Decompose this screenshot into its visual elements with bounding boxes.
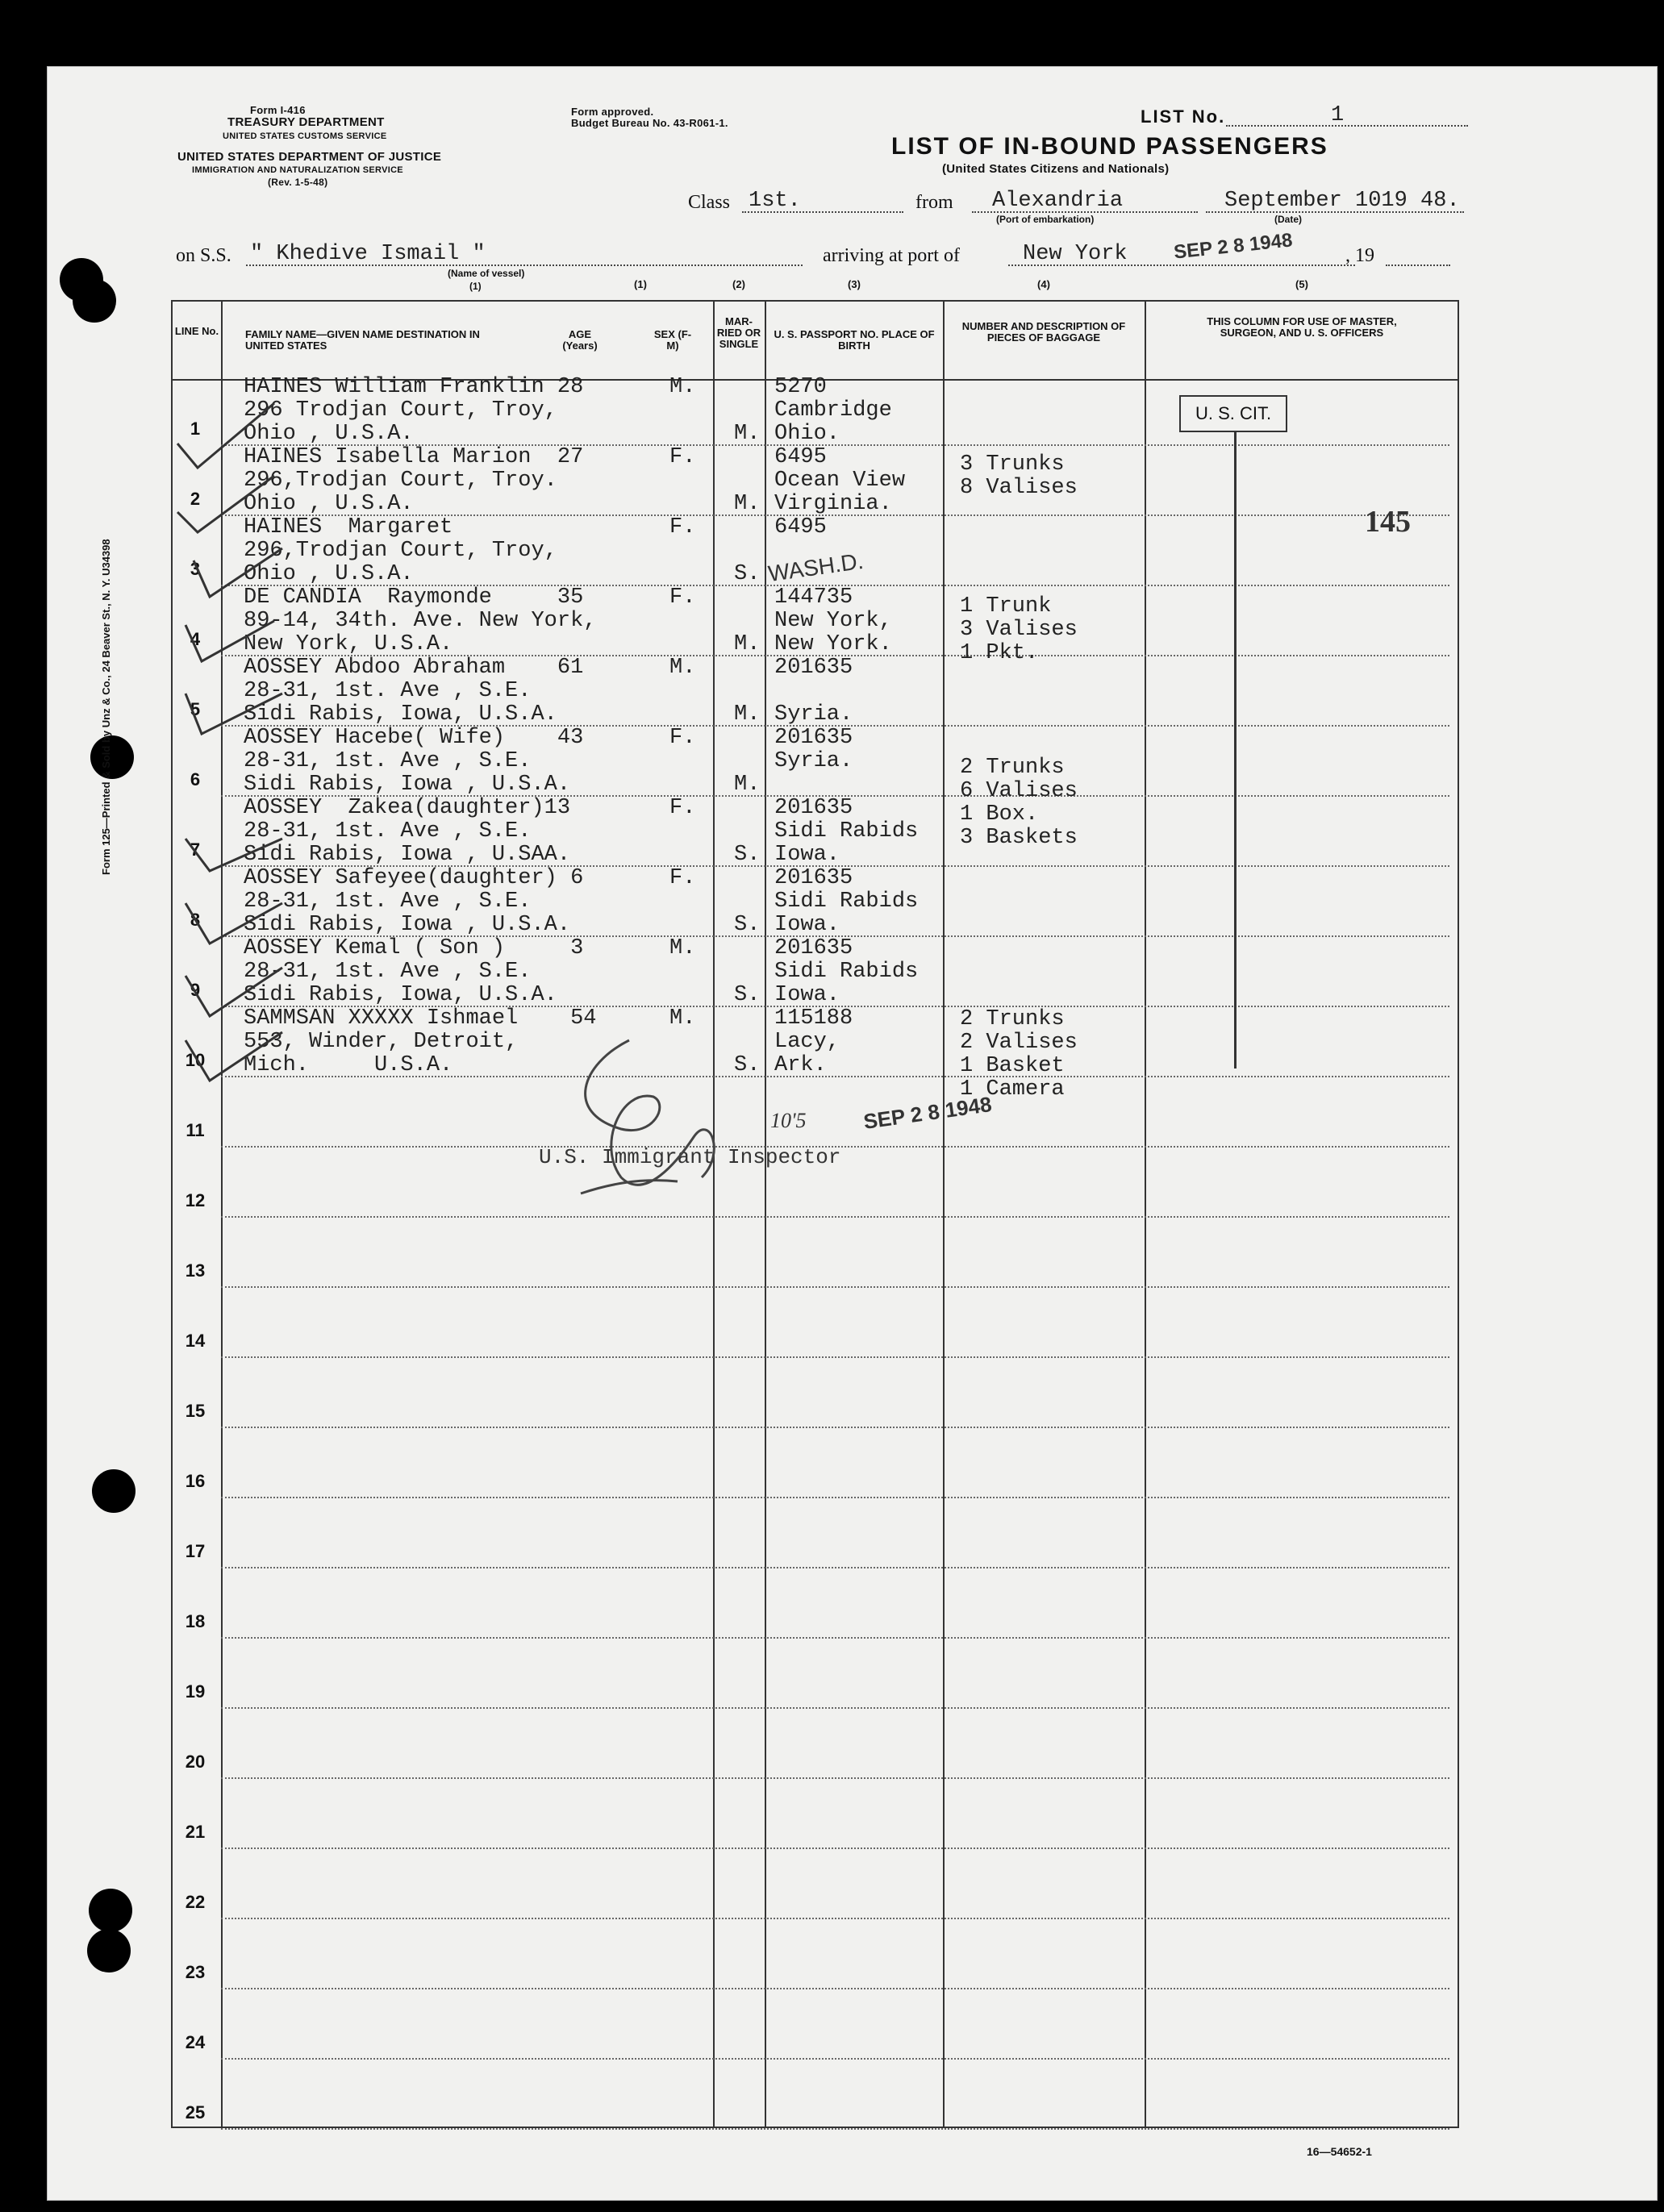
row-number: 16 bbox=[185, 1471, 206, 1491]
passenger-address: 296,Trodjan Court, Troy. Ohio , U.S.A. bbox=[244, 469, 557, 516]
handwritten-washd: WASH.D. bbox=[766, 548, 865, 587]
passenger-address: 28-31, 1st. Ave , S.E. Sidi Rabis, Iowa , U.S.A. bbox=[244, 749, 571, 797]
row-dotted-line bbox=[221, 1918, 1449, 1919]
us-citizen-stamp: U. S. CIT. bbox=[1179, 395, 1287, 432]
baggage-description: 2 Trunks 2 Valises 1 Basket 1 Camera bbox=[960, 1007, 1078, 1102]
col-num-5: (5) bbox=[1295, 278, 1308, 290]
row-number: 17 bbox=[185, 1541, 206, 1561]
row-dotted-line bbox=[221, 1286, 1449, 1288]
year-label: , 19 bbox=[1345, 245, 1374, 266]
row-number: 19 bbox=[185, 1681, 206, 1702]
row-dotted-line bbox=[221, 1637, 1449, 1639]
row-number: 9 bbox=[190, 980, 201, 1000]
year-dots bbox=[1386, 265, 1450, 266]
passenger-name: AOSSEY Zakea(daughter)13 bbox=[244, 796, 571, 820]
passenger-marital: M. bbox=[734, 492, 761, 516]
passport-birthplace: 144735 New York, New York. bbox=[774, 585, 892, 656]
vessel-dots bbox=[246, 265, 803, 266]
passenger-sex: F. bbox=[669, 796, 696, 820]
passenger-name: HAINES Isabella Marion 27 bbox=[244, 445, 584, 469]
row-number: 6 bbox=[190, 769, 201, 789]
date-value: September 1019 48. bbox=[1224, 189, 1460, 213]
baggage-description: 2 Trunks 6 Valises 1 Box. 3 Baskets bbox=[960, 756, 1078, 850]
passport-birthplace: 201635 Sidi Rabids Iowa. bbox=[774, 936, 919, 1007]
from-caption: (Port of embarkation) bbox=[996, 214, 1095, 225]
passenger-name: SAMMSAN XXXXX Ishmael 54 bbox=[244, 1006, 597, 1031]
row-dotted-line bbox=[221, 1497, 1449, 1498]
passenger-name: HAINES Margaret bbox=[244, 515, 453, 539]
row-number: 21 bbox=[185, 1822, 206, 1842]
passport-birthplace: 6495 Ocean View Virginia. bbox=[774, 445, 906, 516]
treasury-dept: TREASURY DEPARTMENT bbox=[227, 115, 385, 129]
passenger-address: 296,Trodjan Court, Troy, Ohio , U.S.A. bbox=[244, 539, 557, 586]
passenger-name: HAINES William Franklin 28 bbox=[244, 375, 584, 399]
row-number: 23 bbox=[185, 1962, 206, 1982]
passenger-name: DE CANDIA Raymonde 35 bbox=[244, 585, 584, 610]
budget-bureau: Budget Bureau No. 43-R061-1. bbox=[571, 117, 728, 129]
list-no-dots bbox=[1226, 125, 1468, 127]
passenger-marital: M. bbox=[734, 632, 761, 656]
vessel-column: (1) bbox=[469, 281, 482, 292]
list-no-value: 1 bbox=[1331, 103, 1345, 127]
binder-hole bbox=[90, 735, 134, 779]
checkmark-annotations bbox=[161, 387, 468, 1089]
from-dots bbox=[972, 211, 1198, 213]
baggage-description: 3 Trunks 8 Valises bbox=[960, 452, 1078, 500]
from-value: Alexandria bbox=[992, 189, 1124, 213]
passenger-sex: F. bbox=[669, 585, 696, 610]
row-number: 14 bbox=[185, 1331, 206, 1351]
col-num-2: (2) bbox=[732, 278, 745, 290]
passenger-sex: F. bbox=[669, 515, 696, 539]
footer-code: 16—54652-1 bbox=[1307, 2145, 1372, 2158]
passenger-address: 28-31, 1st. Ave , S.E. Sidi Rabis, Iowa, U.S.A. bbox=[244, 960, 557, 1007]
row-number: 24 bbox=[185, 2032, 206, 2052]
inspector-signature bbox=[532, 1016, 774, 1250]
col-officers: THIS COLUMN FOR USE OF MASTER, SURGEON, AND U. S. OFFICERS bbox=[1207, 315, 1397, 339]
row-number: 2 bbox=[190, 489, 201, 509]
col-passport: U. S. PASSPORT NO. PLACE OF BIRTH bbox=[774, 328, 935, 352]
passenger-sex: M. bbox=[669, 656, 696, 680]
class-label: Class bbox=[688, 192, 731, 213]
row-number: 3 bbox=[190, 559, 201, 579]
arriving-value: New York bbox=[1023, 242, 1128, 266]
passport-birthplace: 201635 Syria. bbox=[774, 656, 853, 727]
passenger-marital: M. bbox=[734, 702, 761, 727]
date-dots bbox=[1206, 211, 1464, 213]
col-sex: SEX (F-M) bbox=[653, 328, 692, 352]
arriving-label: arriving at port of bbox=[823, 245, 960, 266]
passenger-marital: M. bbox=[734, 773, 761, 797]
row-dotted-line bbox=[221, 2058, 1449, 2060]
col-name: FAMILY NAME—GIVEN NAME DESTINATION IN UNITED STATES bbox=[245, 328, 480, 352]
passenger-marital: S. bbox=[734, 562, 761, 586]
row-number: 7 bbox=[190, 839, 201, 860]
passenger-name: AOSSEY Safeyee(daughter) 6 bbox=[244, 866, 584, 890]
passenger-address: 28-31, 1st. Ave , S.E. Sidi Rabis, Iowa, U.S.A. bbox=[244, 679, 557, 727]
row-number: 4 bbox=[190, 629, 201, 649]
form-approved: Form approved. bbox=[571, 106, 654, 118]
arrival-date-stamp: SEP 2 8 1948 bbox=[1172, 229, 1294, 264]
form-number: Form I-416 bbox=[250, 104, 306, 116]
row-dotted-line bbox=[221, 1988, 1449, 1989]
row-number: 8 bbox=[190, 910, 201, 930]
col-married: MAR- RIED OR SINGLE bbox=[716, 315, 761, 350]
baggage-description: 1 Trunk 3 Valises 1 Pkt. bbox=[960, 594, 1078, 665]
col-line: LINE No. bbox=[174, 325, 219, 337]
arriving-dots bbox=[1008, 265, 1355, 266]
inspection-date-stamp: SEP 2 8 1948 bbox=[861, 1092, 994, 1134]
row-number: 13 bbox=[185, 1260, 206, 1281]
passenger-sex: M. bbox=[669, 1006, 696, 1031]
passenger-sex: F. bbox=[669, 866, 696, 890]
row-number: 1 bbox=[190, 419, 201, 439]
time-mark: 10'5 bbox=[770, 1109, 807, 1132]
passenger-sex: M. bbox=[669, 375, 696, 399]
passport-birthplace: 201635 Sidi Rabids Iowa. bbox=[774, 796, 919, 867]
row-number: 10 bbox=[185, 1050, 206, 1070]
row-number: 12 bbox=[185, 1190, 206, 1210]
page-subtitle: (United States Citizens and Nationals) bbox=[942, 162, 1170, 176]
binder-hole bbox=[87, 1929, 131, 1972]
col-num-1: (1) bbox=[634, 278, 647, 290]
page-title: LIST OF IN-BOUND PASSENGERS bbox=[891, 133, 1328, 160]
passenger-marital: S. bbox=[734, 843, 761, 867]
col-num-4: (4) bbox=[1037, 278, 1050, 290]
binder-hole bbox=[92, 1469, 136, 1513]
row-number: 22 bbox=[185, 1892, 206, 1912]
passenger-name: AOSSEY Hacebe( Wife) 43 bbox=[244, 726, 584, 750]
revision: (Rev. 1-5-48) bbox=[268, 177, 328, 188]
passport-birthplace: 5270 Cambridge Ohio. bbox=[774, 375, 892, 446]
row-number: 11 bbox=[186, 1120, 205, 1140]
passenger-name: AOSSEY Abdoo Abraham 61 bbox=[244, 656, 584, 680]
row-dotted-line bbox=[221, 1777, 1449, 1779]
passenger-address: 553, Winder, Detroit, Mich. U.S.A. bbox=[244, 1030, 519, 1077]
officer-vertical-mark bbox=[1234, 431, 1237, 1069]
number-145: 145 bbox=[1365, 505, 1411, 539]
passenger-marital: S. bbox=[734, 1053, 761, 1077]
passenger-sex: F. bbox=[669, 445, 696, 469]
row-dotted-line bbox=[221, 1427, 1449, 1428]
passenger-address: 28-31, 1st. Ave , S.E. Sidi Rabis, Iowa , U.SAA. bbox=[244, 819, 571, 867]
passenger-name: AOSSEY Kemal ( Son ) 3 bbox=[244, 936, 584, 960]
row-dotted-line bbox=[221, 1216, 1449, 1218]
passenger-sex: M. bbox=[669, 936, 696, 960]
col-baggage: NUMBER AND DESCRIPTION OF PIECES OF BAGGAGE bbox=[961, 320, 1126, 344]
customs-service: UNITED STATES CUSTOMS SERVICE bbox=[223, 131, 387, 141]
inspector-label: U.S. Immigrant Inspector bbox=[539, 1145, 841, 1169]
row-number: 20 bbox=[185, 1752, 206, 1772]
passport-birthplace: 6495 bbox=[774, 515, 827, 539]
date-caption: (Date) bbox=[1274, 214, 1303, 225]
passenger-address: 296 Trodjan Court, Troy, Ohio , U.S.A. bbox=[244, 398, 557, 446]
row-number: 25 bbox=[185, 2102, 206, 2122]
passenger-marital: S. bbox=[734, 983, 761, 1007]
vessel-value: " Khedive Ismail " bbox=[250, 242, 486, 266]
passenger-marital: S. bbox=[734, 913, 761, 937]
row-number: 5 bbox=[190, 699, 201, 719]
row-number: 18 bbox=[185, 1611, 206, 1631]
col-num-3: (3) bbox=[848, 278, 861, 290]
ins-service: IMMIGRATION AND NATURALIZATION SERVICE bbox=[192, 165, 403, 175]
passport-birthplace: 115188 Lacy, Ark. bbox=[774, 1006, 853, 1077]
passport-birthplace: 201635 Sidi Rabids Iowa. bbox=[774, 866, 919, 937]
passenger-marital: M. bbox=[734, 422, 761, 446]
printer-imprint: Form 125—Printed & Sold by Unz & Co., 24 Beaver St., N. Y. U34398 bbox=[100, 539, 112, 875]
class-value: 1st. bbox=[749, 189, 801, 213]
vessel-caption: (Name of vessel) bbox=[448, 268, 525, 279]
class-dots bbox=[742, 211, 903, 213]
justice-dept: UNITED STATES DEPARTMENT OF JUSTICE bbox=[177, 150, 442, 164]
row-dotted-line bbox=[221, 1567, 1449, 1568]
binder-hole bbox=[89, 1889, 132, 1932]
row-dotted-line bbox=[221, 1847, 1449, 1849]
row-dotted-line bbox=[221, 1356, 1449, 1358]
from-label: from bbox=[915, 192, 953, 213]
passenger-sex: F. bbox=[669, 726, 696, 750]
passenger-address: 89-14, 34th. Ave. New York, New York, U.S.A. bbox=[244, 609, 597, 656]
passport-birthplace: 201635 Syria. bbox=[774, 726, 853, 773]
passenger-address: 28-31, 1st. Ave , S.E. Sidi Rabis, Iowa , U.S.A. bbox=[244, 889, 571, 937]
binder-hole bbox=[73, 279, 116, 323]
row-dotted-line bbox=[221, 1707, 1449, 1709]
row-dotted-line bbox=[221, 2128, 1449, 2130]
row-number: 15 bbox=[185, 1401, 206, 1421]
list-no-label: LIST No. bbox=[1141, 106, 1226, 127]
on-ss-label: on S.S. bbox=[176, 245, 231, 266]
col-age: AGE (Years) bbox=[562, 328, 598, 352]
